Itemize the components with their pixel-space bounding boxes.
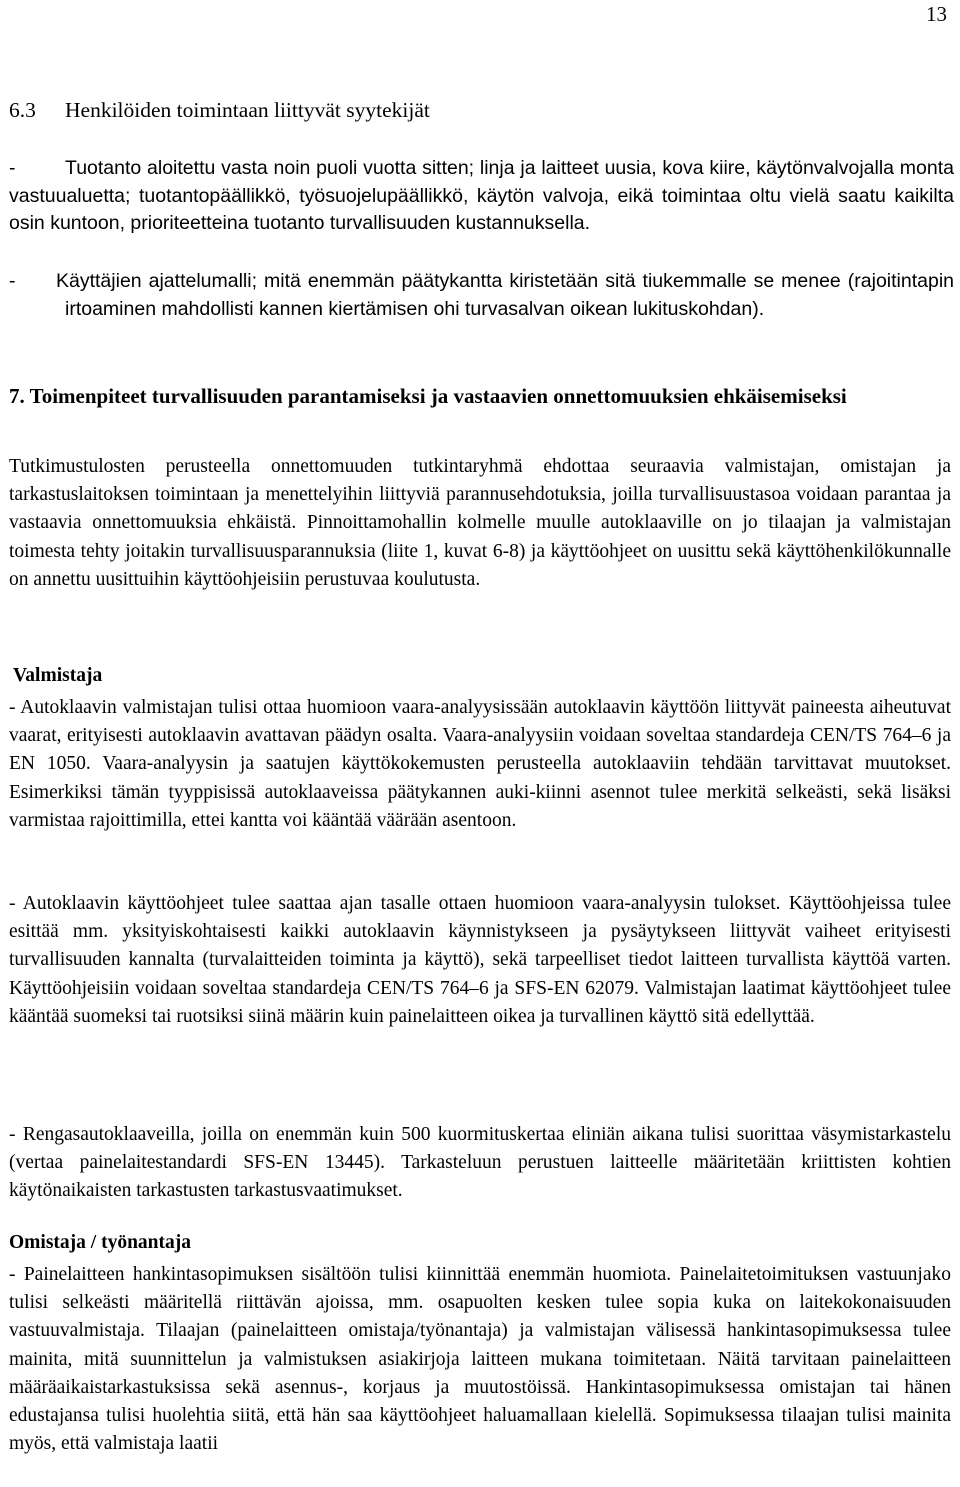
bullet-item bbox=[9, 155, 954, 238]
section-heading bbox=[9, 98, 430, 123]
intro-paragraph: Tutkimustulosten perusteella onnettomuuden tutkintaryhmä ehdottaa seuraavia valmistajan, omistajan ja tarkastuslaitoksen toimintaan ja menettelyihin liittyviä parannusehdotuksia, joilla turvallisuustasoa voidaan parantaa ja vastaavia onnettomuuksia ehkäistä. Pinnoittamohallin kolmelle muulle autoklaaville on jo tilaajan ja valmistajan toimesta tehty joitakin turvallisuusparannuksia (liite 1, kuvat 6-8) ja käyttöohjeet on uusittu sekä käyttöhenkilökunnalle on annettu uusittuihin käyttöohjeisiin perustuvaa koulutusta. bbox=[9, 456, 951, 590]
valmistaja-heading: Valmistaja bbox=[13, 665, 103, 686]
page-number: 13 bbox=[926, 2, 947, 26]
section-number: 6.3 bbox=[9, 98, 36, 122]
bullet-dash: - bbox=[9, 270, 16, 292]
bullet-text: Käyttäjien ajattelumalli; mitä enemmän päätykantta kiristetään sitä tiukemmalle se menee (rajoitintapin irtoaminen mahdollisti kannen kiertämisen ohi turvasalvan oikean lukituskohdan). bbox=[56, 270, 954, 320]
bullet-item bbox=[9, 268, 954, 323]
bullet-dash: - bbox=[9, 157, 16, 179]
valmistaja-paragraph: - Autoklaavin valmistajan tulisi ottaa huomioon vaara-analyysissään autoklaavin käyttöön liittyvät paineesta aiheutuvat vaarat, erityisesti autoklaavin avattavan päädyn osalta. Vaara-analyysiin voidaan soveltaa standardeja CEN/TS 764–6 ja EN 1050. Vaara-analyysin ja saatujen käyttökokemusten perusteella autoklaaviin tehdään tarvittavat muutokset. Esimerkiksi tämän tyyppisissä autoklaaveissa päätykannen auki-kiinni asennot tulee merkitä selkeästi, sekä lisäksi varmistaa rajoittimilla, ettei kantta voi kääntää väärään asentoon. bbox=[9, 697, 951, 831]
valmistaja-paragraph: - Autoklaavin käyttöohjeet tulee saattaa ajan tasalle ottaen huomioon vaara-analyysin tulokset. Käyttöohjeissa tulee esittää mm. yksityiskohtaisesti kaikki autoklaavin käynnistykseen ja pysäytykseen liittyvät vaiheet erityisesti turvallisuuden kannalta (turvalaitteiden toiminta ja käyttö), sekä tarpeelliset tiedot laitteen turvallista käyttöä varten. Käyttöohjeisiin voidaan soveltaa standardeja CEN/TS 764–6 ja SFS-EN 62079. Valmistajan laatimat käyttöohjeet tulee kääntää suomeksi tai ruotsiksi siinä määrin kuin painelaitteen oikea ja turvallinen käyttö sitä edellyttää. bbox=[9, 893, 951, 1027]
chapter-7-heading: 7. Toimenpiteet turvallisuuden parantamiseksi ja vastaavien onnettomuuksien ehkäisemiseksi bbox=[9, 384, 847, 408]
bullet-text: Tuotanto aloitettu vasta noin puoli vuotta sitten; linja ja laitteet uusia, kova kiire, käytönvalvojalla monta vastuualuetta; tuotantopäällikkö, työsuojelupäällikkö, käytön valvoja, eikä toimintaa oltu vielä saatu kaikilta osin kuntoon, prioriteetteina tuotanto turvallisuuden kustannuksella. bbox=[9, 157, 954, 234]
omistaja-paragraph: - Painelaitteen hankintasopimuksen sisältöön tulisi kiinnittää enemmän huomiota. Painelaitetoimituksen vastuunjako tulisi selkeästi määritellä riittävän ajoissa, mm. osapuolten kesken tulee sopia kuka on laitekokonaisuuden vastuuvalmistaja. Tilaajan (painelaitteen omistaja/työnantaja) ja valmistajan välisessä hankintasopimuksessa tulee mainita, mitä suunnittelun ja valmistuksen asiakirjoja laitteen mukana toimitetaan. Näitä tarvitaan painelaitteen määräaikaistarkastuksissa sekä asennus-, korjaus ja muutostöissä. Hankintasopimuksessa omistajan tai hänen edustajansa tulisi huolehtia siitä, että hän saa käyttöohjeet haluamallaan kielellä. Sopimuksessa tilaajan tulisi mainita myös, että valmistaja laatii bbox=[9, 1264, 951, 1455]
section-title: Henkilöiden toimintaan liittyvät syytekijät bbox=[65, 98, 430, 122]
omistaja-heading: Omistaja / työnantaja bbox=[9, 1232, 191, 1253]
valmistaja-paragraph: - Rengasautoklaaveilla, joilla on enemmän kuin 500 kuormituskertaa eliniän aikana tulisi suorittaa väsymistarkastelu (vertaa painelaitestandardi SFS-EN 13445). Tarkasteluun perustuen laitteelle määritetään kriittisten kohtien käytönaikaisten tarkastusten tarkastusvaatimukset. bbox=[9, 1124, 951, 1202]
